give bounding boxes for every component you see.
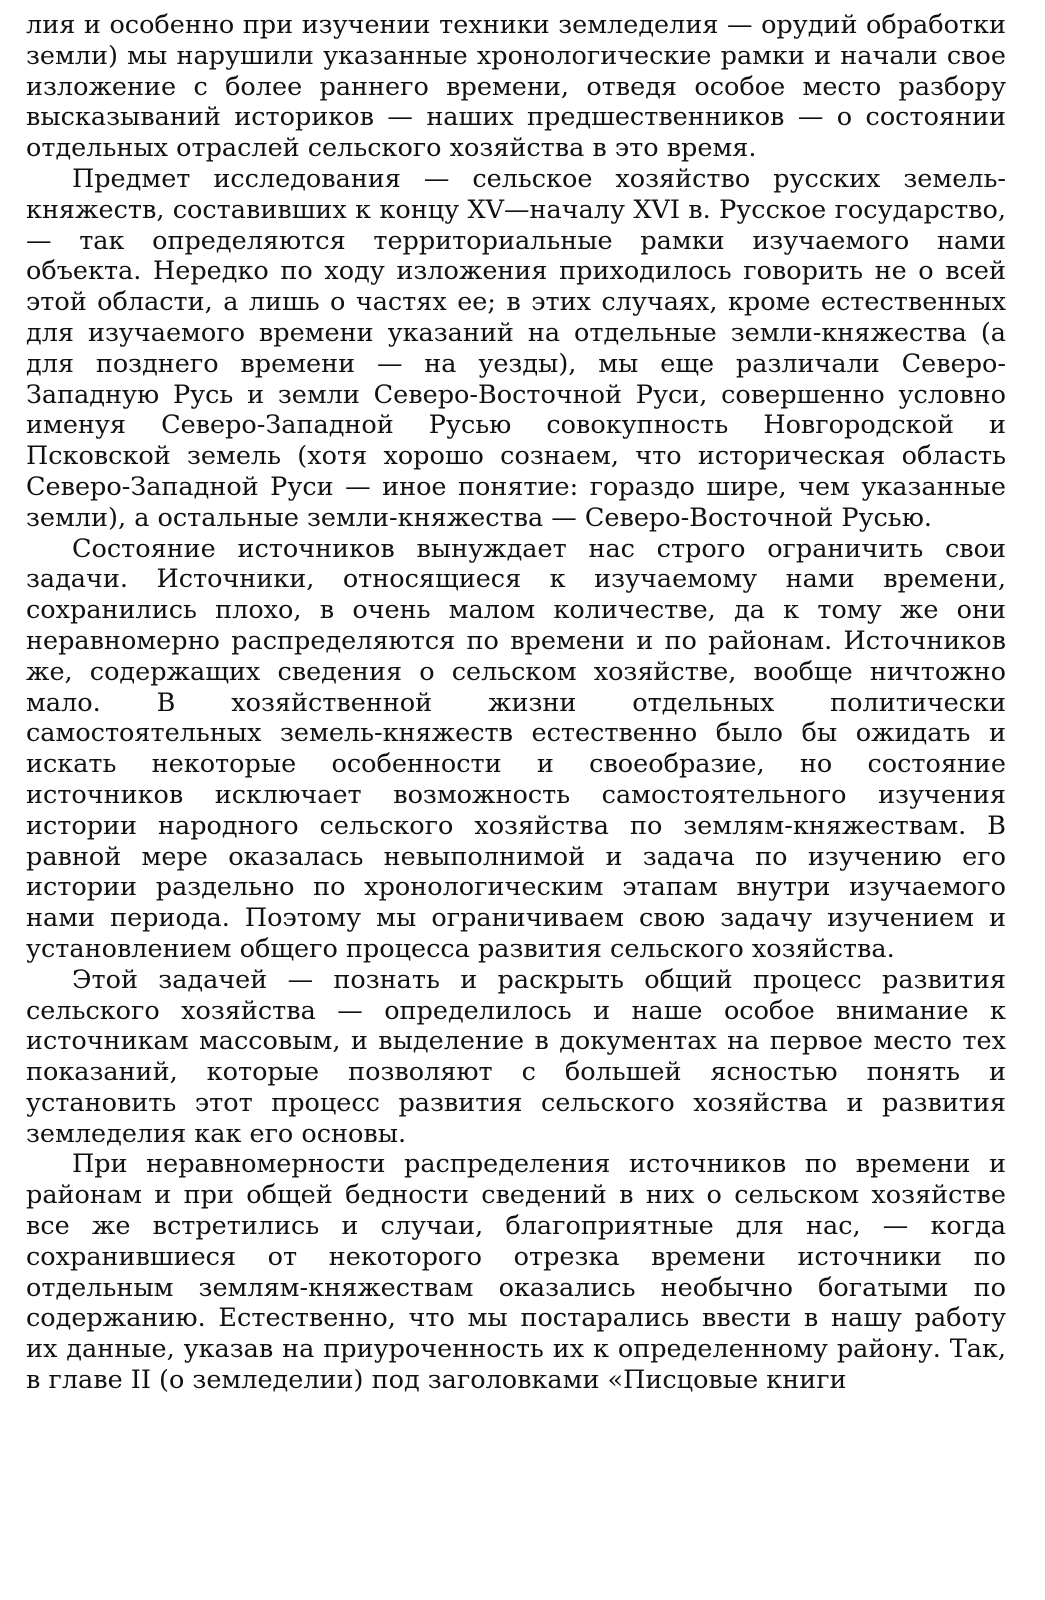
- paragraph-5: При неравномерности распределения источников по времени и районам и при общей бедности сведений в них о сельском хозяйстве все же встретились и случаи, благоприятные для нас, — когда сохранившиеся от некоторого отрезка времени источники по отдельным землям-княжествам оказались необычно богатыми по содержанию. Естественно, что мы постарались ввести в нашу работу их данные, указав на приуроченность их к определенному району. Так, в главе II (о земледелии) под заголовками «Писцовые книги: [26, 1149, 1006, 1396]
- document-page: [26, 10, 1006, 1396]
- paragraph-2: Предмет исследования — сельское хозяйство русских земель-княжеств, составивших к концу XV—началу XVI в. Русское государство, — так определяются территориальные рамки изучаемого нами объекта. Нередко по ходу изложения приходилось говорить не о всей этой области, а лишь о частях ее; в этих случаях, кроме естественных для изучаемого времени указаний на отдельные земли-княжества (а для позднего времени — на уезды), мы еще различали Северо-Западную Русь и земли Северо-Восточной Руси, совершенно условно именуя Северо-Западной Русью совокупность Новгородской и Псковской земель (хотя хорошо сознаем, что историческая область Северо-Западной Руси — иное понятие: гораздо шире, чем указанные земли), а остальные земли-княжества — Северо-Восточной Русью.: [26, 163, 1006, 533]
- paragraph-4: Этой задачей — познать и раскрыть общий процесс развития сельского хозяйства — определилось и наше особое внимание к источникам массовым, и выделение в документах на первое место тех показаний, которые позволяют с большей ясностью понять и установить этот процесс развития сельского хозяйства и развития земледелия как его основы.: [26, 964, 1006, 1149]
- paragraph-1: лия и особенно при изучении техники земледелия — орудий обработки земли) мы нарушили указанные хронологические рамки и начали свое изложение с более раннего времени, отведя особое место разбору высказываний историков — наших предшественников — о состоянии отдельных отраслей сельского хозяйства в это время.: [26, 10, 1006, 164]
- paragraph-3: Состояние источников вынуждает нас строго ограничить свои задачи. Источники, относящиеся к изучаемому нами времени, сохранились плохо, в очень малом количестве, да к тому же они неравномерно распределяются по времени и по районам. Источников же, содержащих сведения о сельском хозяйстве, вообще ничтожно мало. В хозяйственной жизни отдельных политически самостоятельных земель-княжеств естественно было бы ожидать и искать некоторые особенности и своеобразие, но состояние источников исключает возможность самостоятельного изучения истории народного сельского хозяйства по землям-княжествам. В равной мере оказалась невыполнимой и задача по изучению его истории раздельно по хронологическим этапам внутри изучаемого нами периода. Поэтому мы ограничиваем свою задачу изучением и установлением общего процесса развития сельского хозяйства.: [26, 533, 1006, 964]
